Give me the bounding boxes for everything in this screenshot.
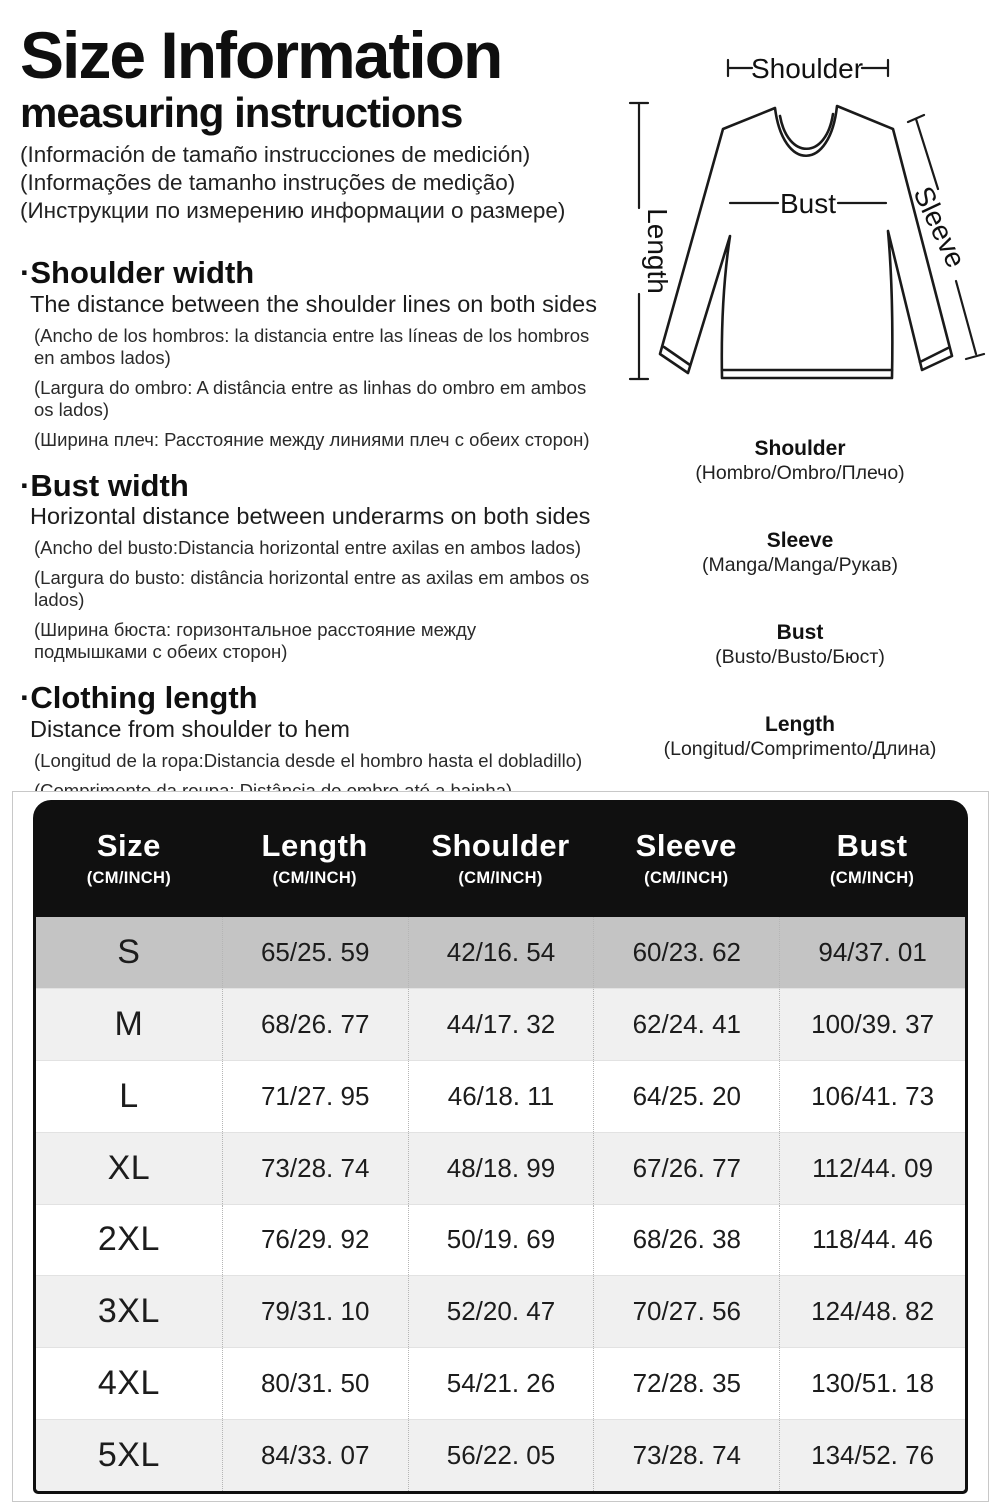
table-row	[36, 1275, 965, 1347]
size-cell: M	[114, 1004, 144, 1043]
sleeve-cell: 60/23. 62	[593, 917, 779, 988]
section-translation-ru: (Ширина бюста: горизонтальное расстояние между подмышками с обеих сторон)	[34, 619, 477, 663]
column-header-sleeve	[593, 827, 779, 888]
column-unit: (CM/INCH)	[272, 868, 357, 887]
diagram-bust-label: Bust	[779, 188, 837, 219]
table-row	[36, 1132, 965, 1204]
section-heading	[20, 256, 605, 291]
section-title: Shoulder width	[30, 255, 255, 290]
length-cell: 84/33. 07	[222, 1420, 408, 1491]
column-unit: (CM/INCH)	[829, 868, 915, 887]
section-description: Horizontal distance between underarms on both sides	[30, 503, 591, 530]
column-unit: (CM/INCH)	[458, 868, 543, 887]
section-translation-es: (Ancho del busto:Distancia horizontal entre axilas en ambos lados)	[34, 537, 582, 559]
diagram-sleeve-label: Sleeve	[907, 181, 972, 273]
column-unit: (CM/INCH)	[86, 868, 172, 887]
shoulder-cell: 56/22. 05	[408, 1420, 594, 1491]
shirt-diagram-svg	[600, 26, 1000, 432]
section-translation-pt: (Largura do ombro: A distância entre as linhas do ombro em ambos os lados)	[34, 376, 587, 420]
length-cell: 79/31. 10	[222, 1276, 408, 1347]
section-bust-width	[20, 469, 605, 664]
subtitle-translation-es: (Información de tamaño instrucciones de medición)	[20, 142, 531, 168]
size-table-header	[36, 800, 965, 917]
section-shoulder-width	[20, 256, 605, 451]
column-header-bust	[779, 827, 965, 888]
bust-cell: 134/52. 76	[779, 1420, 965, 1491]
size-cell: XL	[107, 1148, 151, 1187]
size-cell: 5XL	[97, 1436, 160, 1475]
table-row	[36, 1419, 965, 1491]
length-cell: 80/31. 50	[222, 1348, 408, 1419]
sleeve-cell: 64/25. 20	[593, 1061, 779, 1132]
column-header-shoulder	[408, 827, 594, 888]
shoulder-cell: 42/16. 54	[408, 917, 594, 988]
measure-label-translations: (Manga/Manga/Рукав)	[702, 554, 898, 576]
diagram-length-label: Length	[642, 208, 673, 294]
shoulder-cell: 44/17. 32	[408, 989, 594, 1060]
subtitle-translation-pt: (Informações de tamanho instruções de medição)	[20, 170, 516, 196]
size-cell: 4XL	[97, 1364, 160, 1403]
bust-cell: 100/39. 37	[779, 989, 965, 1060]
intro-block	[20, 20, 605, 225]
length-cell: 68/26. 77	[222, 989, 408, 1060]
length-cell: 65/25. 59	[222, 917, 408, 988]
bust-cell: 130/51. 18	[779, 1348, 965, 1419]
sleeve-cell: 67/26. 77	[593, 1133, 779, 1204]
size-cell: 2XL	[97, 1220, 160, 1259]
section-translation-es: (Longitud de la ropa:Distancia desde el hombro hasta el dobladillo)	[34, 750, 583, 772]
shoulder-cell: 46/18. 11	[408, 1061, 594, 1132]
section-translation-ru: (Ширина плеч: Расстояние между линиями плеч с обеих сторон)	[34, 428, 590, 450]
bust-cell: 124/48. 82	[779, 1276, 965, 1347]
column-header-length	[222, 827, 408, 888]
sleeve-cell: 62/24. 41	[593, 989, 779, 1060]
column-label: Bust	[836, 827, 908, 863]
shoulder-cell: 50/19. 69	[408, 1205, 594, 1276]
size-table-body	[36, 917, 965, 1491]
measure-label-length	[600, 712, 1000, 762]
bullet: ·	[20, 467, 31, 503]
measure-guide	[20, 256, 605, 850]
length-cell: 73/28. 74	[222, 1133, 408, 1204]
sleeve-cell: 73/28. 74	[593, 1420, 779, 1491]
measure-label-translations: (Longitud/Comprimento/Длина)	[663, 738, 937, 760]
page-title: Size Information	[20, 18, 502, 92]
column-label: Length	[261, 827, 368, 863]
bust-cell: 94/37. 01	[779, 917, 965, 988]
table-row	[36, 1347, 965, 1419]
shoulder-cell: 54/21. 26	[408, 1348, 594, 1419]
column-label: Shoulder	[431, 827, 570, 863]
size-cell: S	[117, 932, 141, 971]
measure-labels	[600, 436, 1000, 804]
shirt-outline	[660, 106, 952, 378]
page-subtitle: measuring instructions	[20, 89, 463, 137]
section-heading	[20, 681, 605, 716]
section-heading	[20, 469, 605, 504]
shoulder-cell: 48/18. 99	[408, 1133, 594, 1204]
left-cuff-line	[664, 347, 690, 365]
length-cell: 71/27. 95	[222, 1061, 408, 1132]
column-header-size	[36, 827, 222, 888]
measure-label-shoulder	[600, 436, 1000, 486]
section-translation-es: (Ancho de los hombros: la distancia entre las líneas de los hombros en ambos lados)	[34, 324, 590, 368]
measure-label-name: Bust	[776, 621, 824, 644]
column-label: Sleeve	[635, 827, 737, 863]
size-cell: L	[119, 1076, 139, 1115]
shirt-diagram	[600, 26, 1000, 432]
table-row	[36, 1204, 965, 1276]
sleeve-cell: 68/26. 38	[593, 1205, 779, 1276]
table-row	[36, 988, 965, 1060]
section-title: Clothing length	[30, 680, 258, 716]
column-label: Size	[96, 827, 161, 863]
bust-cell: 106/41. 73	[779, 1061, 965, 1132]
shoulder-cell: 52/20. 47	[408, 1276, 594, 1347]
measure-label-translations: (Busto/Busto/Бюст)	[715, 646, 885, 668]
table-row	[36, 1060, 965, 1132]
section-description: The distance between the shoulder lines on both sides	[30, 290, 597, 317]
sleeve-cell: 70/27. 56	[593, 1276, 779, 1347]
measure-label-name: Sleeve	[766, 529, 834, 552]
sleeve-cell: 72/28. 35	[593, 1348, 779, 1419]
bullet: ·	[20, 680, 31, 716]
section-description: Distance from shoulder to hem	[30, 716, 351, 743]
bust-cell: 112/44. 09	[779, 1133, 965, 1204]
measure-label-sleeve	[600, 528, 1000, 578]
section-title: Bust width	[30, 467, 189, 503]
measure-label-name: Shoulder	[754, 437, 846, 460]
measure-label-name: Length	[765, 713, 835, 736]
size-cell: 3XL	[97, 1292, 160, 1331]
size-table	[33, 800, 968, 1494]
size-table-panel	[12, 791, 989, 1502]
column-unit: (CM/INCH)	[644, 868, 729, 887]
subtitle-translation-ru: (Инструкции по измерению информации о размере)	[20, 198, 566, 224]
diagram-shoulder-label: Shoulder	[750, 53, 864, 84]
measure-label-bust	[600, 620, 1000, 670]
length-cell: 76/29. 92	[222, 1205, 408, 1276]
measure-label-translations: (Hombro/Ombro/Плечо)	[695, 462, 905, 484]
table-row	[36, 917, 965, 988]
section-translation-pt: (Largura do busto: distância horizontal entre as axilas em ambos os lados)	[34, 567, 590, 611]
bullet: ·	[20, 255, 31, 290]
bust-cell: 118/44. 46	[779, 1205, 965, 1276]
